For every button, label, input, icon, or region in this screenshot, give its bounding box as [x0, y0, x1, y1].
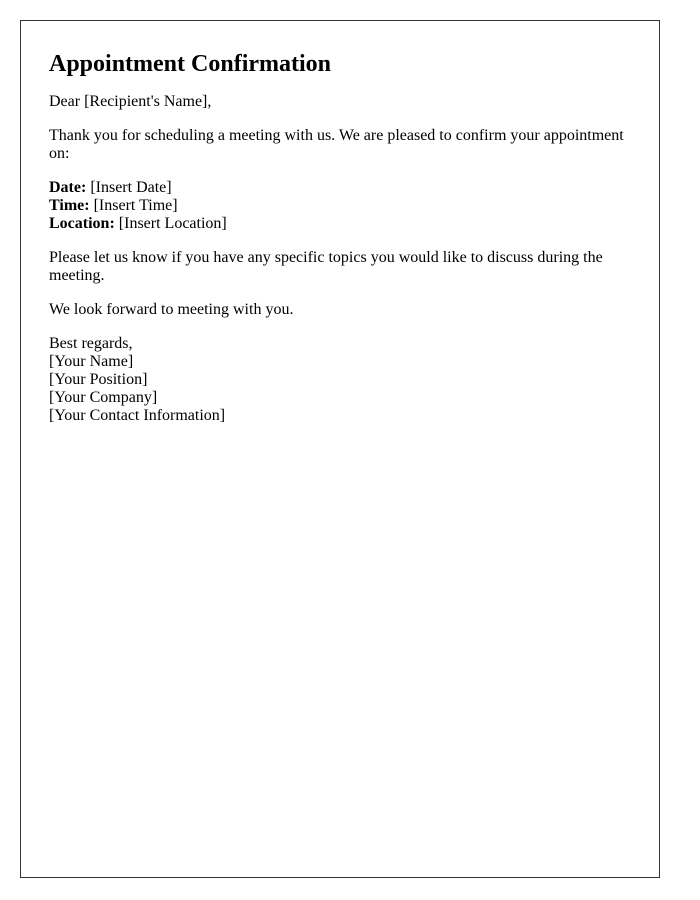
sender-position: [Your Position] — [49, 371, 148, 388]
letter-page — [20, 20, 660, 878]
letter-title: Appointment Confirmation — [49, 51, 332, 77]
detail-location-label: Location: — [49, 215, 115, 232]
sender-name: [Your Name] — [49, 353, 134, 370]
appointment-details — [49, 179, 631, 233]
detail-location — [49, 215, 631, 233]
closing-line: We look forward to meeting with you. — [49, 301, 294, 318]
detail-date-value: [Insert Date] — [86, 179, 172, 196]
sender-company: [Your Company] — [49, 389, 158, 406]
intro-paragraph: Thank you for scheduling a meeting with us. We are pleased to confirm your appointment on: — [49, 127, 624, 162]
sender-contact: [Your Contact Information] — [49, 407, 226, 424]
detail-date-label: Date: — [49, 179, 87, 196]
detail-time-label: Time: — [49, 197, 90, 214]
signature-block — [49, 335, 631, 425]
detail-date — [49, 179, 631, 197]
sign-off: Best regards, — [49, 335, 133, 352]
salutation: Dear [Recipient's Name], — [49, 93, 212, 110]
detail-location-value: [Insert Location] — [114, 215, 227, 232]
request-paragraph: Please let us know if you have any specific topics you would like to discuss during the meeting. — [49, 249, 603, 284]
detail-time-value: [Insert Time] — [89, 197, 178, 214]
detail-time — [49, 197, 631, 215]
